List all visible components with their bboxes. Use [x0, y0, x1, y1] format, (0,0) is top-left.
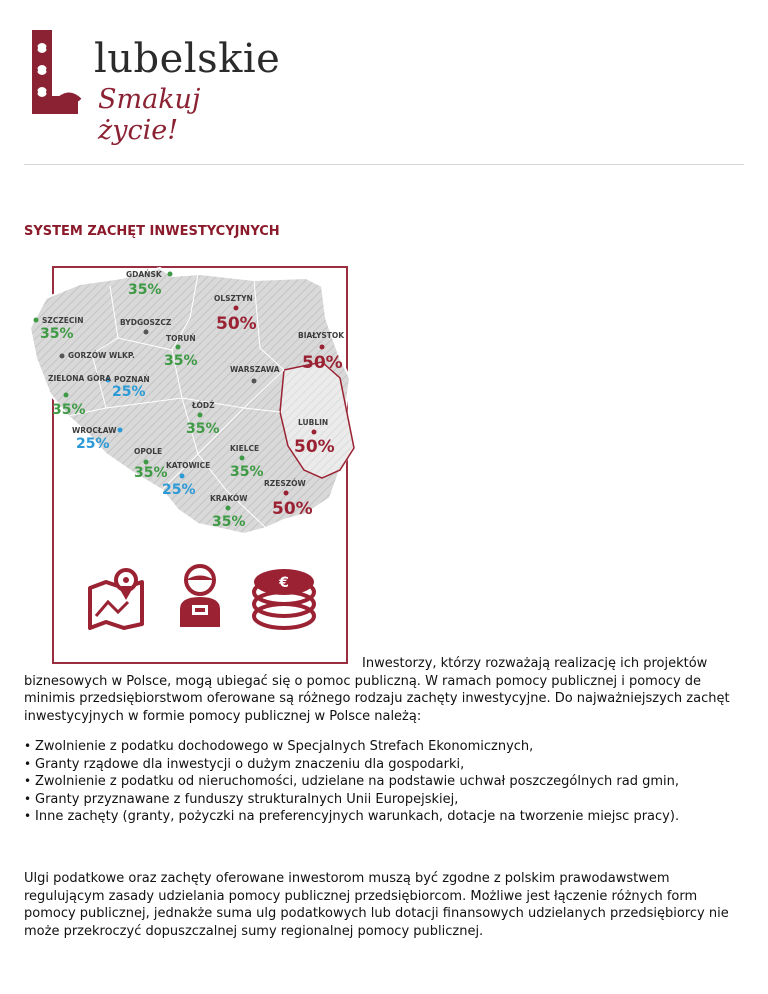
- city-dot: [234, 306, 239, 311]
- city-dot: [180, 474, 185, 479]
- header-divider: [24, 164, 744, 165]
- city-name: RZESZÓW: [264, 479, 306, 488]
- city-percent: 35%: [164, 353, 198, 369]
- city-marker-olsztyn: [214, 294, 257, 334]
- closing-paragraph: Ulgi podatkowe oraz zachęty oferowane inwestorom muszą być zgodne z polskim prawodawstwem regulującym zasady udzielania pomocy publicznej przedsiębiorcom. Możliwe jest łączenie różnych form pomocy publicznej, jednakże suma ulg podatkowych lub dotacji finansowych udzielanych przedsiębiorcy nie może przekroczyć dopuszczalnej sumy regionalnej pomocy publicznej.: [24, 871, 729, 939]
- city-dot: [240, 456, 245, 461]
- incentives-list: [24, 738, 679, 826]
- city-dot: [252, 379, 257, 384]
- city-percent: 35%: [212, 514, 246, 530]
- city-dot: [60, 354, 65, 359]
- city-percent: 50%: [294, 437, 335, 457]
- city-percent: 35%: [134, 465, 168, 481]
- city-percent: 50%: [272, 499, 313, 519]
- city-percent: 35%: [40, 326, 74, 342]
- city-name: KRAKÓW: [210, 494, 248, 503]
- page-title: SYSTEM ZACHĘT INWESTYCYJNYCH: [24, 224, 280, 239]
- city-dot: [144, 330, 149, 335]
- map-pin-icon: [84, 566, 148, 630]
- city-marker-rzeszow: [264, 479, 313, 519]
- list-item: • Granty przyznawane z funduszy strukturalnych Unii Europejskiej,: [24, 791, 679, 809]
- city-name: ŁÓDŹ: [192, 401, 215, 410]
- svg-text:€: €: [279, 575, 289, 591]
- euro-coins-icon: [248, 566, 320, 632]
- city-dot: [226, 506, 231, 511]
- city-percent: 35%: [52, 402, 86, 418]
- city-percent: 35%: [186, 421, 220, 437]
- city-name: WARSZAWA: [230, 365, 280, 374]
- city-percent: 25%: [76, 436, 110, 452]
- city-name: POZNAŃ: [114, 375, 150, 384]
- city-percent: 50%: [302, 353, 343, 373]
- city-name: GORZÓW WLKP.: [68, 351, 135, 360]
- logo-tagline: Smakuj życie!: [98, 84, 201, 146]
- city-dot: [320, 345, 325, 350]
- worker-icon: [175, 563, 225, 629]
- city-name: GDAŃSK: [126, 270, 162, 279]
- city-name: OLSZTYN: [214, 294, 253, 303]
- city-dot: [284, 491, 289, 496]
- logo: [26, 26, 281, 146]
- city-percent: 35%: [230, 464, 264, 480]
- list-item: • Granty rządowe dla inwestycji o dużym znaczeniu dla gospodarki,: [24, 756, 679, 774]
- city-percent: 50%: [216, 314, 257, 334]
- city-dot: [168, 272, 173, 277]
- city-name: BIAŁYSTOK: [298, 331, 345, 340]
- city-name: TORUŃ: [166, 334, 196, 343]
- logo-wordmark: lubelskie: [94, 36, 281, 82]
- lublin-region-emblem-icon: [26, 26, 86, 136]
- city-dot: [64, 393, 69, 398]
- city-dot: [312, 430, 317, 435]
- city-dot: [198, 413, 203, 418]
- city-dot: [176, 345, 181, 350]
- intro-paragraph: Inwestorzy, którzy rozważają realizację ich projektów biznesowych w Polsce, mogą ubiegać się o pomoc publiczną. W ramach pomocy publicznej i pomocy de minimis przedsiębiorstwom oferowane są różnego rodzaju zachęty inwestycyjne. Do najważniejszych zachęt inwestycyjnych w formie pomocy publicznej w Polsce należą:: [24, 656, 730, 724]
- city-percent: 25%: [112, 384, 146, 400]
- city-marker-gorzow: [60, 351, 135, 360]
- city-name: OPOLE: [134, 447, 163, 456]
- city-name: WROCŁAW: [72, 426, 117, 435]
- city-name: BYDGOSZCZ: [120, 318, 172, 327]
- list-item: • Zwolnienie z podatku dochodowego w Specjalnych Strefach Ekonomicznych,: [24, 738, 679, 756]
- city-dot: [118, 428, 123, 433]
- city-name: SZCZECIN: [42, 316, 84, 325]
- poland-incentives-map: [22, 258, 362, 560]
- city-dot: [144, 460, 149, 465]
- list-item: • Inne zachęty (granty, pożyczki na preferencyjnych warunkach, dotacje na tworzenie miejsc pracy).: [24, 808, 679, 826]
- city-name: ZIELONA GÓRA: [48, 374, 112, 383]
- city-name: KATOWICE: [166, 461, 211, 470]
- city-dot: [34, 318, 39, 323]
- list-item: • Zwolnienie z podatku od nieruchomości, udzielane na podstawie uchwał poszczególnych rad gmin,: [24, 773, 679, 791]
- city-percent: 35%: [128, 282, 162, 298]
- city-name: LUBLIN: [298, 418, 329, 427]
- city-percent: 25%: [162, 482, 196, 498]
- city-name: KIELCE: [230, 444, 260, 453]
